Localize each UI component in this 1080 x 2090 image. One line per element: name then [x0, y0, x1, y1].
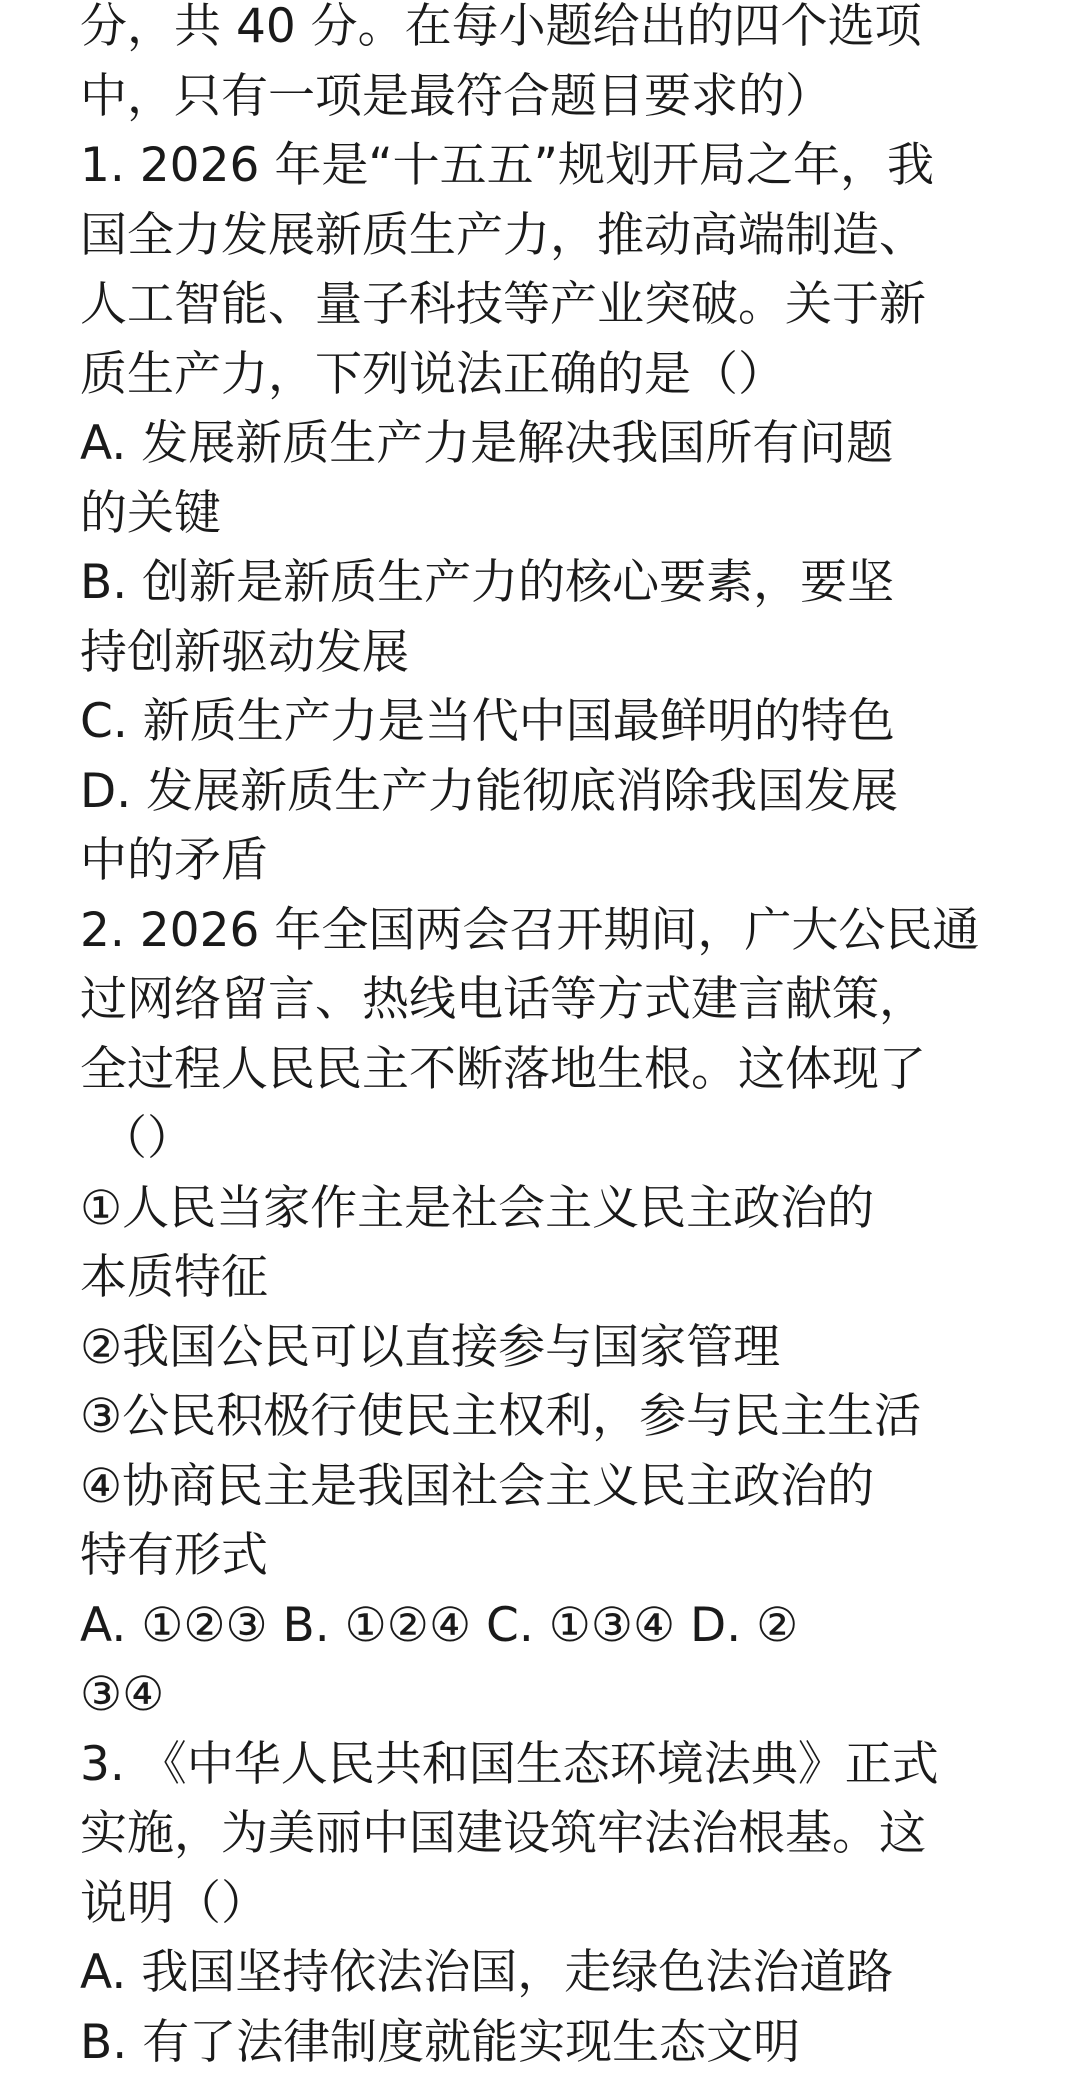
text-line: 国全力发展新质生产力，推动高端制造、: [80, 207, 926, 263]
text-line: 全过程人民民主不断落地生根。这体现了: [80, 1041, 926, 1097]
option-c: C. 新质生产力是当代中国最鲜明的特色: [80, 694, 895, 749]
text-line: ③④: [80, 1667, 165, 1722]
option-b: B. 有了法律制度就能实现生态文明: [80, 2014, 801, 2070]
text-line: 中的矛盾: [80, 833, 268, 888]
option-a: A. 发展新质生产力是解决我国所有问题: [80, 416, 894, 471]
statement-2: ②我国公民可以直接参与国家管理: [80, 1319, 781, 1375]
statement-3: ③公民积极行使民主权利，参与民主生活: [80, 1389, 922, 1444]
question-text-block: [80, 0, 1020, 2077]
option-b: B. 创新是新质生产力的核心要素，要坚: [80, 555, 895, 610]
text-line: 本质特征: [80, 1250, 268, 1305]
question-1-stem: 1. 2026 年是“十五五”规划开局之年，我: [80, 138, 935, 193]
text-line: （）: [100, 1111, 194, 1166]
text-line: 实施，为美丽中国建设筑牢法治根基。这: [80, 1806, 926, 1861]
text-line: 人工智能、量子科技等产业突破。关于新: [80, 277, 926, 332]
statement-1: ①人民当家作主是社会主义民主政治的: [80, 1180, 875, 1236]
option-a: A. 我国坚持依法治国，走绿色法治道路: [80, 1945, 894, 2000]
question-3-stem: 3. 《中华人民共和国生态环境法典》正式: [80, 1736, 939, 1792]
text-line: 说明（）: [80, 1875, 268, 1931]
text-line: 过网络留言、热线电话等方式建言献策，: [80, 972, 926, 1027]
option-d: D. 发展新质生产力能彻底消除我国发展: [80, 763, 899, 819]
question-2-options: A. ①②③ B. ①②④ C. ①③④ D. ②: [80, 1597, 799, 1653]
text-line: 的关键: [80, 485, 221, 541]
text-line: 特有形式: [80, 1528, 268, 1583]
text-line: 质生产力，下列说法正确的是（）: [80, 346, 785, 402]
text-line: 分，共 40 分。在每小题给出的四个选项: [80, 0, 922, 54]
statement-4: ④协商民主是我国社会主义民主政治的: [80, 1458, 875, 1514]
question-2-stem: 2. 2026 年全国两会召开期间，广大公民通: [80, 902, 980, 958]
text-line: 中，只有一项是最符合题目要求的）: [80, 68, 832, 124]
text-line: 持创新驱动发展: [80, 624, 409, 680]
